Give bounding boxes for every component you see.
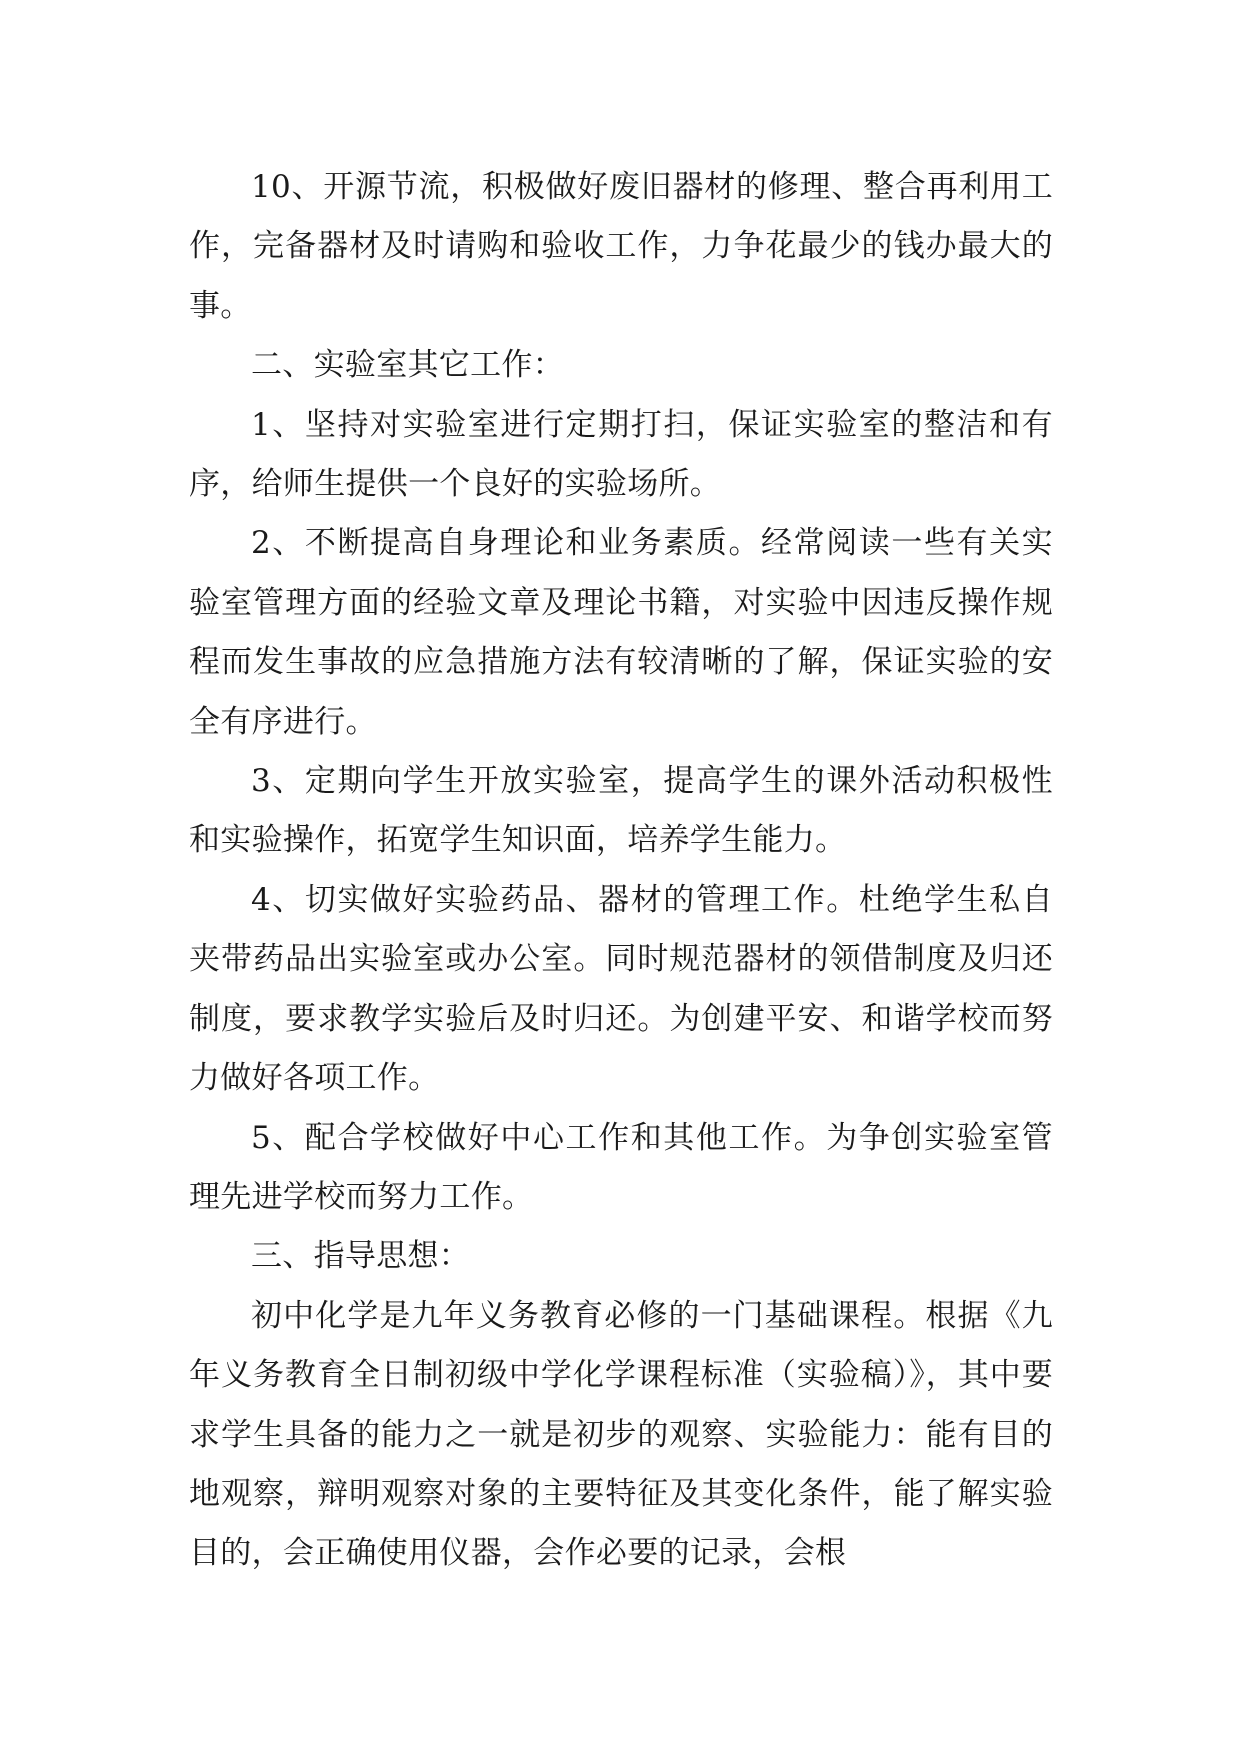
paragraph-item-1: 1、坚持对实验室进行定期打扫，保证实验室的整洁和有序，给师生提供一个良好的实验场所。 <box>189 406 1053 503</box>
paragraph-item-3: 3、定期向学生开放实验室，提高学生的课外活动积极性和实验操作，拓宽学生知识面，培养学生能力。 <box>189 763 1053 859</box>
paragraph-chemistry-curriculum: 初中化学是九年义务教育必修的一门基础课程。根据《九年义务教育全日制初级中学化学课程标准（实验稿）》，其中要求学生具备的能力之一就是初步的观察、实验能力：能有目的地观察，辩明观察对象的主要特征及其变化条件，能了解实验目的，会正确使用仪器，会作必要的记录，会根 <box>189 1297 1053 1572</box>
paragraph-item-10: 10、开源节流，积极做好废旧器材的修理、整合再利用工作，完备器材及时请购和验收工作，力争花最少的钱办最大的事。 <box>189 169 1053 324</box>
paragraph-item-4: 4、切实做好实验药品、器材的管理工作。杜绝学生私自夹带药品出实验室或办公室。同时规范器材的领借制度及归还制度，要求教学实验后及时归还。为创建平安、和谐学校而努力做好各项工作。 <box>189 881 1053 1097</box>
paragraph-item-2: 2、不断提高自身理论和业务素质。经常阅读一些有关实验室管理方面的经验文章及理论书籍，对实验中因违反操作规程而发生事故的应急措施方法有较清晰的了解，保证实验的安全有序进行。 <box>189 525 1053 740</box>
section-heading-other-work: 二、实验室其它工作： <box>251 347 564 384</box>
document-body <box>189 158 1053 1584</box>
paragraph-item-5: 5、配合学校做好中心工作和其他工作。为争创实验室管理先进学校而努力工作。 <box>189 1119 1053 1215</box>
section-heading-guiding-ideas: 三、指导思想： <box>251 1238 471 1275</box>
